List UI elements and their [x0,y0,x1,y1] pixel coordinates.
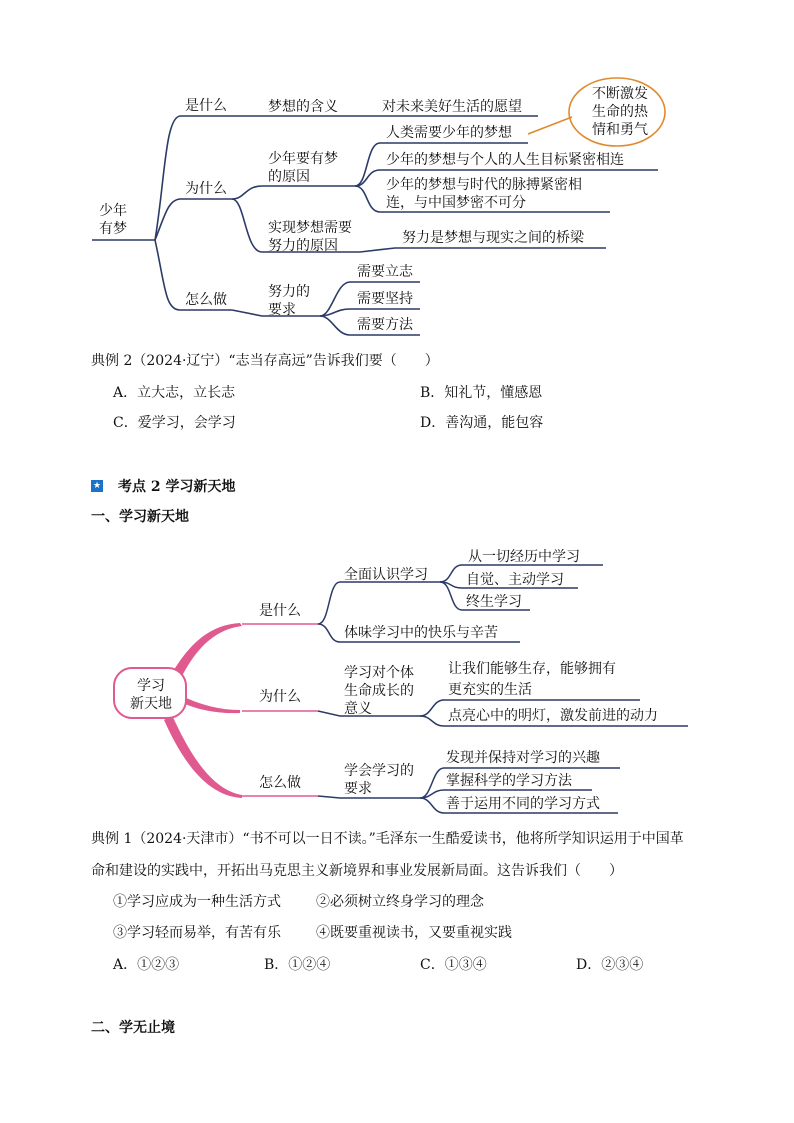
example-1-option-d: D．②③④ [576,957,644,973]
example-1-option-c: C．①③④ [420,957,487,973]
example-2-stem: 典例 2（2024·辽宁）“志当存高远”告诉我们要（ ） [91,353,439,369]
how-item-1: 需要立志 [357,264,413,280]
reason2-line-2: 努力的原因 [268,238,338,254]
subheading-2: 二、学无止境 [91,1020,175,1036]
example-1-choice-2: ②必须树立终身学习的理念 [316,894,484,910]
map2-why-node-line-2: 生命成长的 [344,683,414,699]
effort-line-2: 要求 [268,302,296,318]
bubble-line-2: 生命的热 [592,104,648,120]
reason1-item-3-line-2: 连，与中国梦密不可分 [386,195,526,211]
map2-how-node-line-2: 要求 [344,781,372,797]
example-1-stem-line-1: 典例 1（2024·天津市）“书不可以一日不读。”毛泽东一生酷爱读书，他将所学知识运用于中国革 [91,831,684,847]
reason1-item-2: 少年的梦想与个人的人生目标紧密相连 [386,152,624,168]
branch-why: 为什么 [185,181,227,197]
section-heading: 考点 2 学习新天地 [118,479,236,495]
map2-what-item-2: 自觉、主动学习 [466,572,564,588]
map2-what-item-3: 终生学习 [466,594,522,610]
subheading-1: 一、学习新天地 [91,509,189,525]
reason1-line-2: 的原因 [268,169,310,185]
node-dream-meaning: 梦想的含义 [268,99,338,115]
reason1-item-3-line-1: 少年的梦想与时代的脉搏紧密相 [386,177,582,193]
map2-why-item-1 [448,660,616,699]
map2-node-learn-to-learn [344,762,414,798]
reason1-item-1: 人类需要少年的梦想 [386,125,512,141]
star-icon: ★ [92,481,102,491]
map2-branch-how: 怎么做 [259,775,301,791]
branch-how: 怎么做 [185,292,227,308]
example-2-option-c: C．爱学习，会学习 [113,415,236,431]
example-1-option-b: B．①②④ [264,957,331,973]
example-1-stem-line-2: 命和建设的实践中，开拓出马克思主义新境界和事业发展新局面。这告诉我们（ ） [91,863,623,879]
map2-how-node-line-1: 学会学习的 [344,763,414,779]
root-line-1: 少年 [99,203,127,219]
branch-what: 是什么 [185,98,227,114]
map2-how-item-3: 善于运用不同的学习方式 [446,796,600,812]
example-1-choice-4: ④既要重视读书，又要重视实践 [316,925,512,941]
bubble-line-1: 不断激发 [592,86,648,102]
node-dream-meaning-value: 对未来美好生活的愿望 [382,99,522,115]
map2-how-item-2: 掌握科学的学习方法 [446,773,572,789]
how-item-3: 需要方法 [357,317,413,333]
map2-node-full-understanding: 全面认识学习 [344,567,428,583]
map2-why-item-1-line-2: 更充实的生活 [448,682,532,698]
map2-why-node-line-3: 意义 [344,701,372,717]
map2-why-item-1-line-1: 让我们能够生存，能够拥有 [448,661,616,677]
root-line-2: 有梦 [99,221,127,237]
example-1-choice-1: ①学习应成为一种生活方式 [113,894,281,910]
map2-what-item-1: 从一切经历中学习 [468,549,580,565]
effort-line-1: 努力的 [268,284,310,300]
map2-how-item-1: 发现并保持对学习的兴趣 [446,750,600,766]
map2-node-significance [344,664,414,718]
reason2-line-1: 实现梦想需要 [268,220,352,236]
example-2-option-a: A．立大志，立长志 [113,385,236,401]
map2-why-node-line-1: 学习对个体 [344,665,414,681]
example-2-option-b: B．知礼节，懂感恩 [420,385,543,401]
bubble-line-3: 情和勇气 [592,122,648,138]
map2-branch-what: 是什么 [259,603,301,619]
mindmap-2-root [128,677,174,713]
example-1-choice-3: ③学习轻而易举，有苦有乐 [113,925,281,941]
map2-branch-why: 为什么 [259,689,301,705]
map2-why-item-2: 点亮心中的明灯，激发前进的动力 [448,708,658,724]
map2-node-taste: 体味学习中的快乐与辛苦 [344,625,498,641]
map2-root-line-1: 学习 [137,678,165,694]
example-1-option-a: A．①②③ [113,957,180,973]
how-item-2: 需要坚持 [357,291,413,307]
reason2-item: 努力是梦想与现实之间的桥梁 [402,230,584,246]
example-2-option-d: D．善沟通，能包容 [420,415,544,431]
map2-root-line-2: 新天地 [130,696,172,712]
reason1-line-1: 少年要有梦 [268,151,338,167]
